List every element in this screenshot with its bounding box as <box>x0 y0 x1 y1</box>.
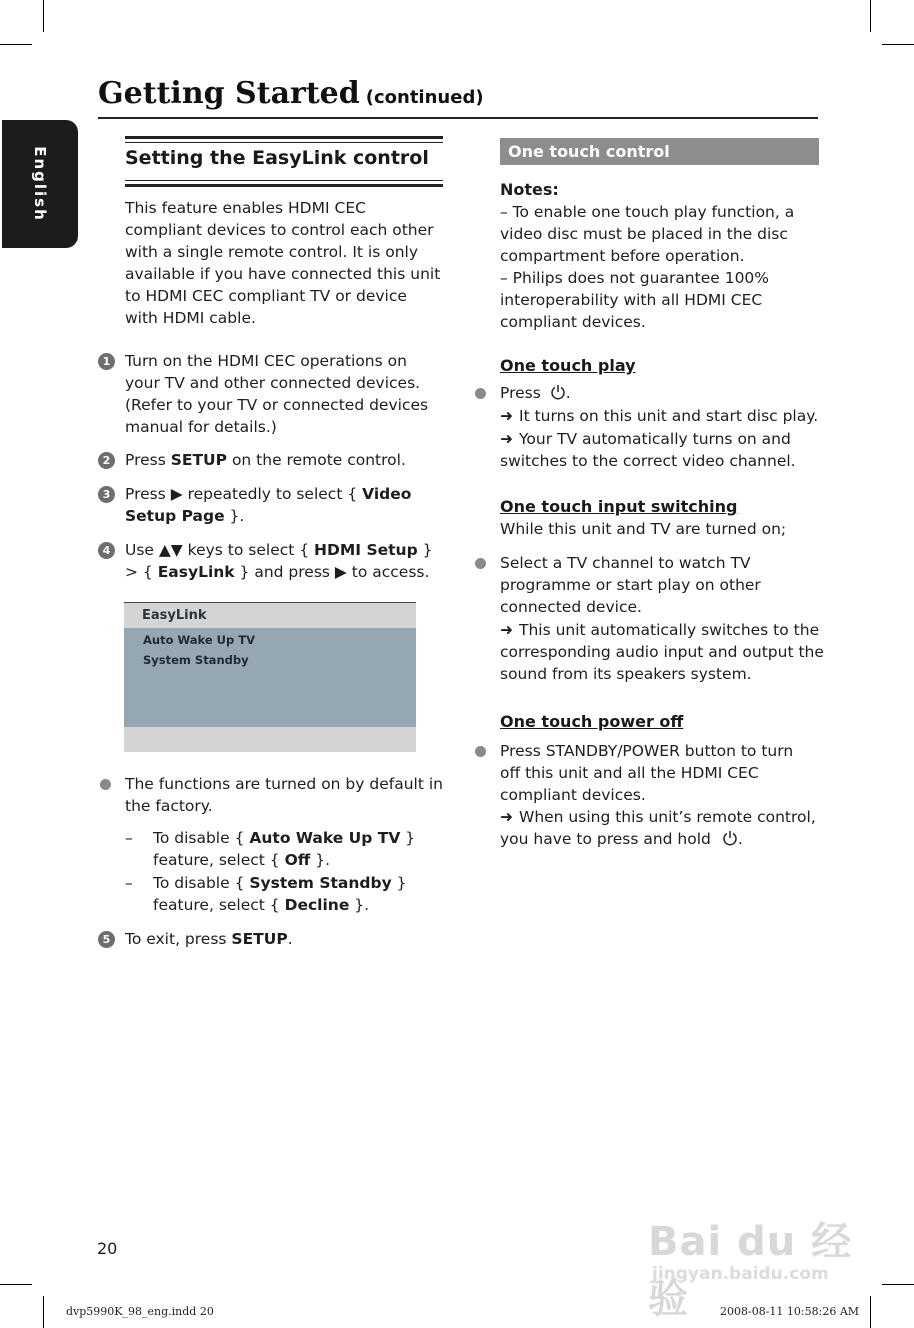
power-icon <box>550 384 566 400</box>
page-number: 20 <box>97 1239 118 1258</box>
bullet-dot <box>100 779 111 790</box>
menu-item-system-standby: System Standby <box>143 653 249 667</box>
arrow-icon: ➜ <box>500 407 513 425</box>
title-rule <box>98 117 818 119</box>
bullet-dot <box>475 388 486 399</box>
section-rule <box>125 180 443 181</box>
intro-paragraph: This feature enables HDMI CEC compliant devices to control each other with a single remote control. It is only available if you have connected this unit to HDMI CEC compliant TV or device with HDMI cable. <box>125 199 441 327</box>
one-touch-control-heading: One touch control <box>500 138 819 165</box>
one-touch-input-title: One touch input switching <box>500 497 738 516</box>
notes-text: – To enable one touch play function, a video disc must be placed in the disc compartment before operation. – Philips does not guarantee 100% interoperability with all HDMI CEC compliant devices. <box>500 203 795 331</box>
step-4-text: Use ▲▼ keys to select { HDMI Setup } > { EasyLink } and press ▶ to access. <box>125 541 433 581</box>
press-power-line: Press . <box>500 384 571 402</box>
page-title <box>98 76 484 111</box>
step-5-text: To exit, press SETUP. <box>125 930 293 948</box>
page-title-text: Getting Started <box>98 76 360 111</box>
step-3-text: Press ▶ repeatedly to select { Video Setup Page }. <box>125 485 412 525</box>
bullet-dot <box>475 558 486 569</box>
section-rule <box>125 136 443 139</box>
step-number-4: 4 <box>98 542 115 559</box>
step-2-text: Press SETUP on the remote control. <box>125 451 406 469</box>
one-touch-power-title: One touch power off <box>500 712 684 731</box>
menu-top-line <box>124 602 416 603</box>
easylink-menu-screenshot <box>124 602 416 752</box>
play-result-1: ➜ It turns on this unit and start disc play. <box>500 407 819 425</box>
arrow-icon: ➜ <box>500 808 513 826</box>
step-1-text: Turn on the HDMI CEC operations on your TV and other connected devices. (Refer to your TV or connected devices manual for details.) <box>125 352 429 436</box>
notes-title: Notes: <box>500 180 559 199</box>
crop-mark <box>882 44 914 45</box>
menu-header: EasyLink <box>142 608 207 623</box>
section-rule <box>125 142 443 143</box>
watermark-logo-text: Bai du 经验 <box>648 1219 853 1322</box>
crop-mark <box>882 1284 914 1285</box>
section-rule <box>125 184 443 187</box>
crop-mark <box>870 0 871 32</box>
arrow-icon: ➜ <box>500 621 513 639</box>
crop-mark <box>870 1296 871 1328</box>
language-tab-label: English <box>31 146 49 222</box>
menu-item-auto-wake: Auto Wake Up TV <box>143 633 255 647</box>
crop-mark <box>43 1296 44 1328</box>
footer-file-name: dvp5990K_98_eng.indd 20 <box>66 1305 214 1318</box>
dash-item-2: – To disable { System Standby } feature, select { Decline }. <box>125 874 407 914</box>
bullet-text: The functions are turned on by default in the factory. <box>125 775 443 815</box>
dash-item-1: – To disable { Auto Wake Up TV } feature, select { Off }. <box>125 829 416 869</box>
watermark-url: jingyan.baidu.com <box>652 1264 829 1284</box>
step-number-3: 3 <box>98 486 115 503</box>
one-touch-play-title: One touch play <box>500 356 636 375</box>
footer-timestamp: 2008-08-11 10:58:26 AM <box>720 1305 860 1318</box>
play-result-2: ➜ Your TV automatically turns on and switches to the correct video channel. <box>500 430 796 470</box>
step-number-1: 1 <box>98 353 115 370</box>
section-title: Setting the EasyLink control <box>125 147 429 169</box>
menu-body <box>124 628 416 727</box>
power-steps: Press STANDBY/POWER button to turn off this unit and all the HDMI CEC compliant devices. ➜ When using this unit’s remote control, you have to press and hold . <box>500 742 816 848</box>
step-number-2: 2 <box>98 452 115 469</box>
language-tab <box>2 120 78 248</box>
bullet-dot <box>475 746 486 757</box>
crop-mark <box>43 0 44 32</box>
input-intro: While this unit and TV are turned on; <box>500 520 787 538</box>
step-number-5: 5 <box>98 931 115 948</box>
page-title-continued: (continued) <box>365 87 484 108</box>
crop-mark <box>0 1284 32 1285</box>
crop-mark <box>0 44 32 45</box>
power-icon <box>722 830 738 846</box>
input-steps: Select a TV channel to watch TV programme or start play on other connected device. ➜ This unit automatically switches to the corresponding audio input and output the sound from its speakers system. <box>500 554 824 683</box>
arrow-icon: ➜ <box>500 430 513 448</box>
